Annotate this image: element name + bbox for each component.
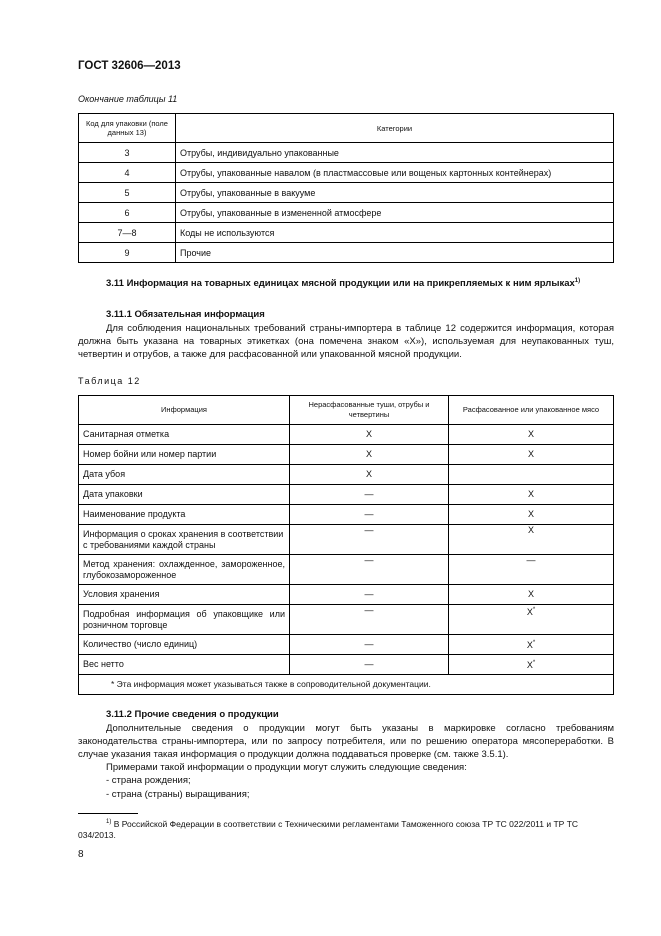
table-row — [79, 143, 614, 163]
table12-packed: Х — [449, 525, 614, 555]
table-row — [79, 485, 614, 505]
table12-unpacked: — — [290, 635, 449, 655]
list-item: - страна рождения; — [106, 775, 191, 786]
table11-category: Коды не используются — [176, 223, 614, 243]
table12-label: Таблица 12 — [78, 376, 141, 386]
table12-info: Номер бойни или номер партии — [79, 445, 290, 465]
table12-info: Дата упаковки — [79, 485, 290, 505]
table11-code: 3 — [79, 143, 176, 163]
table12-info: Санитарная отметка — [79, 425, 290, 445]
asterisk-mark: * — [532, 660, 536, 666]
table12-packed: — — [449, 555, 614, 585]
table11-code: 6 — [79, 203, 176, 223]
table-row — [79, 465, 614, 485]
table12-unpacked: — — [290, 525, 449, 555]
table-row — [79, 163, 614, 183]
table-12 — [78, 395, 614, 695]
table12-note: * Эта информация может указываться также в сопроводительной документации. — [79, 675, 614, 695]
section-3-11-2-intro: Примерами такой информации о продукции могут служить следующие сведения: — [106, 762, 467, 773]
table-row — [79, 243, 614, 263]
section-3-11-title-text: 3.11 Информация на товарных единицах мясной продукции или на прикрепляемых к ним ярлыках — [106, 278, 575, 290]
section-3-11-2-paragraph: Дополнительные сведения о продукции могут быть указаны в маркировке согласно требованиям законодательства страны-импортера, или по запросу потребителя, или по решению оператора мясопереработки. В случае указания такая информация о продукции должна поддаваться проверке (см. также 3.5.1). — [78, 723, 614, 760]
table12-info: Вес нетто — [79, 655, 290, 675]
table11-category: Отрубы, упакованные навалом (в пластмассовые или вощеных картонных контейнерах) — [176, 163, 614, 183]
table12-info: Дата убоя — [79, 465, 290, 485]
page-number: 8 — [78, 849, 84, 860]
table12-packed — [449, 465, 614, 485]
footnote-divider — [78, 813, 138, 814]
section-3-11-1-title: 3.11.1 Обязательная информация — [106, 309, 265, 320]
table11-category: Отрубы, упакованные в измененной атмосфере — [176, 203, 614, 223]
table12-header-unpacked: Нерасфасованные туши, отрубы и четвертины — [290, 396, 449, 425]
asterisk-mark: * — [532, 640, 536, 646]
asterisk-mark: * — [532, 607, 536, 613]
table12-unpacked: — — [290, 605, 449, 635]
table12-info: Наименование продукта — [79, 505, 290, 525]
footnote-ref: 1) — [574, 278, 581, 284]
table12-info: Метод хранения: охлажденное, замороженное, глубокозамороженное — [79, 555, 290, 585]
table12-unpacked: — — [290, 655, 449, 675]
table-row — [79, 425, 614, 445]
table11-caption: Окончание таблицы 11 — [78, 94, 178, 104]
footnote-mark: 1) — [106, 819, 112, 825]
table-row — [79, 605, 614, 635]
table12-unpacked: — — [290, 555, 449, 585]
table-row — [79, 505, 614, 525]
list-item: - страна (страны) выращивания; — [106, 789, 250, 800]
table-row — [79, 445, 614, 465]
footnote — [78, 817, 614, 841]
table11-category: Прочие — [176, 243, 614, 263]
table12-info: Условия хранения — [79, 585, 290, 605]
table12-unpacked: — — [290, 585, 449, 605]
table12-packed: Х* — [449, 655, 614, 675]
table11-code: 9 — [79, 243, 176, 263]
table-row — [79, 525, 614, 555]
table12-packed: Х* — [449, 635, 614, 655]
table12-packed: Х — [449, 485, 614, 505]
table12-packed: Х — [449, 445, 614, 465]
table12-header-info: Информация — [79, 396, 290, 425]
table11-header-category: Категории — [176, 114, 614, 143]
document-header: ГОСТ 32606—2013 — [78, 60, 181, 72]
table11-code: 4 — [79, 163, 176, 183]
table11-code: 7—8 — [79, 223, 176, 243]
table-row — [79, 223, 614, 243]
table-row — [79, 655, 614, 675]
table-row — [79, 183, 614, 203]
footnote-text: В Российской Федерации в соответствии с Техническими регламентами Таможенного союза ТР ТС 022/2011 и ТР ТС 034/2013. — [78, 818, 579, 840]
table-row — [79, 585, 614, 605]
table12-unpacked: Х — [290, 465, 449, 485]
table11-header-code: Код для упаковки (поле данных 13) — [79, 114, 176, 143]
table12-packed: Х* — [449, 605, 614, 635]
table12-unpacked: — — [290, 505, 449, 525]
table11-code: 5 — [79, 183, 176, 203]
table12-info: Подробная информация об упаковщике или розничном торговце — [79, 605, 290, 635]
table-row — [79, 203, 614, 223]
section-3-11-title — [106, 275, 614, 290]
table11-category: Отрубы, индивидуально упакованные — [176, 143, 614, 163]
table11-category: Отрубы, упакованные в вакууме — [176, 183, 614, 203]
table12-unpacked: — — [290, 485, 449, 505]
table12-unpacked: Х — [290, 425, 449, 445]
table12-packed: Х — [449, 585, 614, 605]
table12-packed: Х — [449, 505, 614, 525]
section-3-11-2-title: 3.11.2 Прочие сведения о продукции — [106, 709, 279, 720]
section-3-11-1-paragraph: Для соблюдения национальных требований страны-импортера в таблице 12 содержится информация, которая должна быть указана на товарных этикетках (она помечена знаком «Х»), используемая для неупакованных туш, четвертин и отрубов, а также для расфасованной или упакованной мясной продукции. — [78, 323, 614, 360]
table12-info: Информация о сроках хранения в соответствии с требованиями каждой страны — [79, 525, 290, 555]
table12-info: Количество (число единиц) — [79, 635, 290, 655]
table12-unpacked: Х — [290, 445, 449, 465]
table-row — [79, 635, 614, 655]
table-11 — [78, 113, 614, 263]
table-row — [79, 555, 614, 585]
table12-header-packed: Расфасованное или упакованное мясо — [449, 396, 614, 425]
table12-packed: Х — [449, 425, 614, 445]
